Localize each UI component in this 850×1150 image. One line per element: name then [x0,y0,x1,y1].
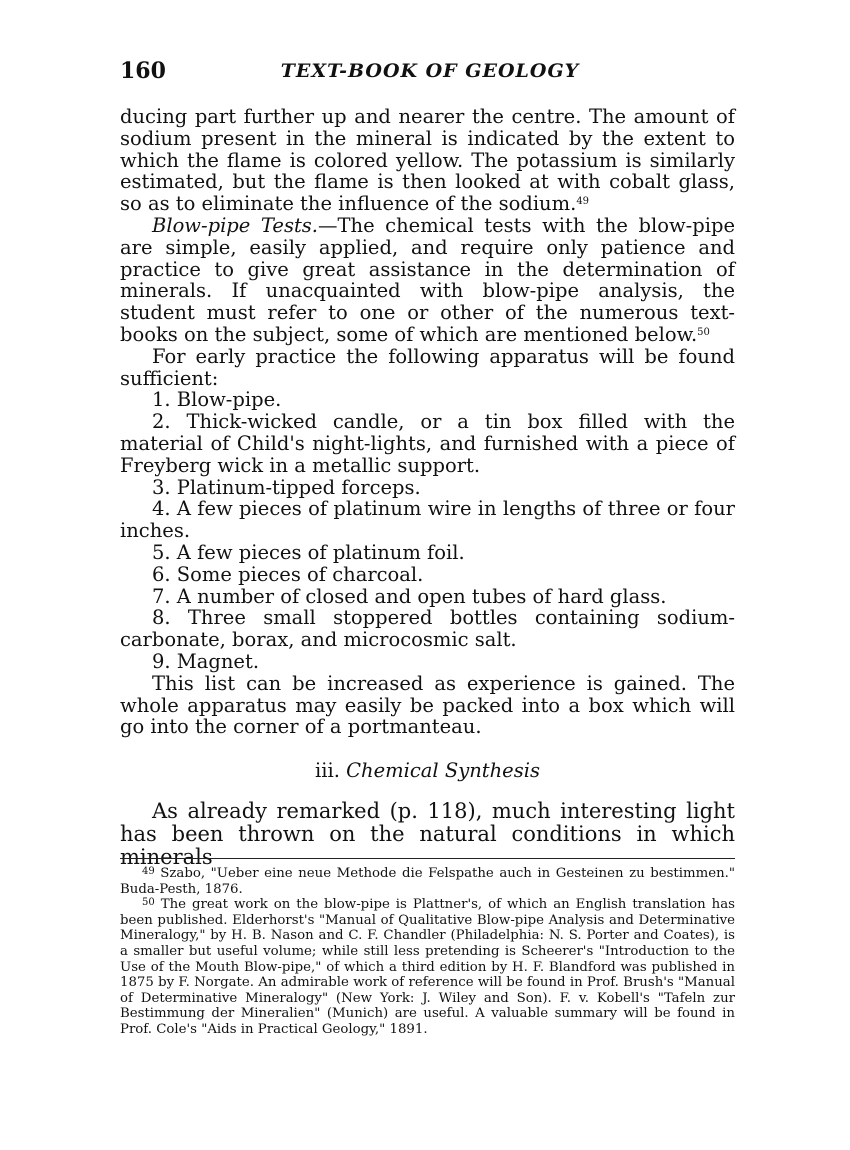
footnote-marker: 50 [142,897,155,909]
list-item: 5. A few pieces of platinum foil. [152,540,465,564]
paragraph: This list can be increased as experience is gained. The whole apparatus may easily be packed into a box which will go into the corner of a portmanteau. [120,671,735,739]
footnote [120,866,735,897]
footnote-divider [120,858,735,859]
section-number: iii. [315,759,340,783]
list-item: 3. Platinum-tipped forceps. [152,475,421,499]
footnote-ref: 50 [697,326,710,338]
footnote-text: Szabo, "Ueber eine neue Methode die Felspathe auch in Gesteinen zu bestimmen." Buda-Pesth, 1876. [120,866,735,897]
paragraph-heading: Blow-pipe Tests. [152,213,318,237]
paragraph: For early practice the following apparatus will be found sufficient: [120,344,735,390]
section-title: Chemical Synthesis [346,759,540,783]
running-title: TEXT-BOOK OF GEOLOGY [280,60,580,82]
paragraph-text: —The chemical tests with the blow-pipe are simple, easily applied, and require only patience and practice to give great assistance in the determination of minerals. If unacquainted with blow-pipe analysis, the student must refer to one or other of the numerous text-books on the subject, some of which are mentioned below. [120,213,735,346]
list-item: 9. Magnet. [152,649,260,673]
footnote-ref: 49 [576,196,590,208]
body-text [120,106,735,869]
paragraph: As already remarked (p. 118), much interesting light has been thrown on the natural conditions in which minerals [120,798,735,869]
list-item: 8. Three small stoppered bottles containing sodium-carbonate, borax, and microcosmic salt. [120,606,735,652]
footnote-marker: 49 [142,866,155,877]
section-heading [120,760,735,782]
page-number: 160 [120,58,166,84]
footnote [120,897,735,1037]
paragraph-text: ducing part further up and nearer the centre. The amount of sodium present in the mineral is indicated by the extent to which the flame is colored yellow. The potassium is similarly estimated, but the flame is then looked at with cobalt glass, so as to eliminate the influence of the sodium. [120,105,735,216]
list-item: 2. Thick-wicked candle, or a tin box filled with the material of Child's night-lights, and furnished with a piece of Freyberg wick in a metallic support. [120,410,735,477]
paragraph [120,106,735,215]
list-item: 6. Some pieces of charcoal. [152,562,424,586]
list-item: 4. A few pieces of platinum wire in lengths of three or four inches. [120,497,735,543]
footnote-text: The great work on the blow-pipe is Plattner's, of which an English translation has been published. Elderhorst's "Manual of Qualitative Blow-pipe Analysis and Determinative Mineralogy," by H. B. Nason and C. F. Chandler (Philadelphia: N. S. Porter and Coates), is a smaller but useful volume; while still less pretending is Scheerer's "Introduction to the Use of the Mouth Blow-pipe," of which a third edition by H. F. Blandford was published in 1875 by F. Norgate. An admirable work of reference will be found in Prof. Brush's "Manual of Determinative Mineralogy" (New York: J. Wiley and Son). F. v. Kobell's "Tafeln zur Bestimmung der Mineralien" (Munich) are useful. A valuable summary will be found in Prof. Cole's "Aids in Practical Geology," 1891. [120,897,735,1037]
paragraph [120,215,735,346]
list-item: 1. Blow-pipe. [152,388,282,412]
page-header [120,58,740,88]
list-item: 7. A number of closed and open tubes of hard glass. [152,584,667,608]
footnotes [120,866,735,1038]
